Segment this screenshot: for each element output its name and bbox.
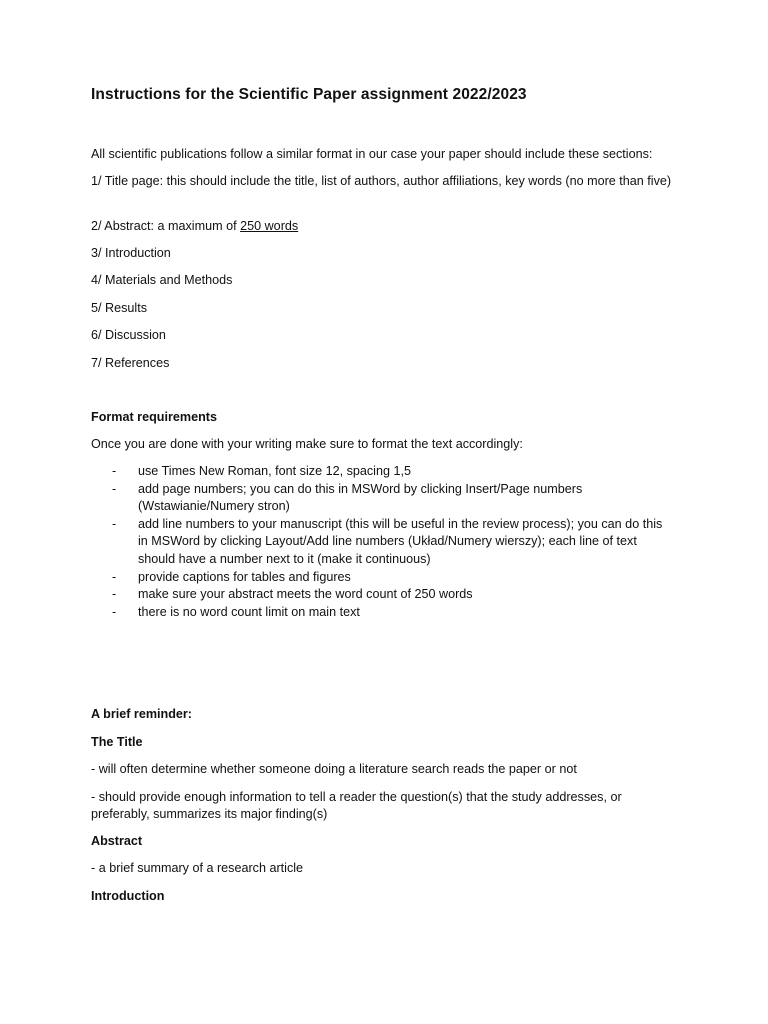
section-item-abstract <box>91 218 691 235</box>
format-intro: Once you are done with your writing make sure to format the text accordingly: <box>91 437 523 451</box>
section-item-title-page: 1/ Title page: this should include the title, list of authors, author affiliations, key words (no more than five) <box>91 174 672 188</box>
bullet-text: there is no word count limit on main text <box>138 604 360 619</box>
dash-marker: - <box>112 516 117 531</box>
dash-marker: - <box>112 464 117 478</box>
title-subheading: The Title <box>91 735 143 749</box>
format-bullet-list <box>112 463 672 621</box>
dash-marker: - <box>112 604 117 619</box>
reminder-heading: A brief reminder: <box>91 707 193 721</box>
abstract-subheading: Abstract <box>91 834 143 848</box>
dash-marker: - <box>112 569 117 584</box>
list-item <box>112 569 672 587</box>
section-item-introduction: 3/ Introduction <box>91 246 171 260</box>
dash-marker: - <box>112 587 117 602</box>
list-item <box>112 586 672 604</box>
abstract-point: - a brief summary of a research article <box>91 861 304 875</box>
bullet-text: provide captions for tables and figures <box>138 569 351 584</box>
bullet-text: add page numbers; you can do this in MSWord by clicking Insert/Page numbers (Wstawianie/Numery stron) <box>138 481 583 514</box>
document-title: Instructions for the Scientific Paper assignment 2022/2023 <box>91 86 527 103</box>
bullet-text: make sure your abstract meets the word count of 250 words <box>138 587 473 602</box>
bullet-text: use Times New Roman, font size 12, spacing 1,5 <box>138 464 411 478</box>
list-item <box>112 516 672 569</box>
intro-paragraph: All scientific publications follow a similar format in our case your paper should include these sections: <box>91 147 653 161</box>
dash-marker: - <box>112 481 117 496</box>
bullet-text: add line numbers to your manuscript (this will be useful in the review process); you can do this in MSWord by clicking Layout/Add line numbers (Układ/Numery wierszy); each line of text should have a number next to it (make it continuous) <box>138 516 663 566</box>
format-heading: Format requirements <box>91 410 217 424</box>
list-item <box>112 604 672 622</box>
abstract-prefix: 2/ Abstract: a maximum of <box>91 219 241 233</box>
section-item-discussion: 6/ Discussion <box>91 328 166 342</box>
list-item <box>112 463 672 481</box>
list-item <box>112 481 672 516</box>
title-point: - will often determine whether someone doing a literature search reads the paper or not <box>91 762 577 776</box>
section-item-results: 5/ Results <box>91 301 147 315</box>
title-point: - should provide enough information to tell a reader the question(s) that the study addresses, or preferably, summarizes its major finding(s) <box>91 790 622 821</box>
section-item-materials-methods: 4/ Materials and Methods <box>91 273 233 287</box>
section-item-references: 7/ References <box>91 356 170 370</box>
introduction-subheading: Introduction <box>91 889 165 903</box>
word-limit-link[interactable]: 250 words <box>240 219 299 233</box>
